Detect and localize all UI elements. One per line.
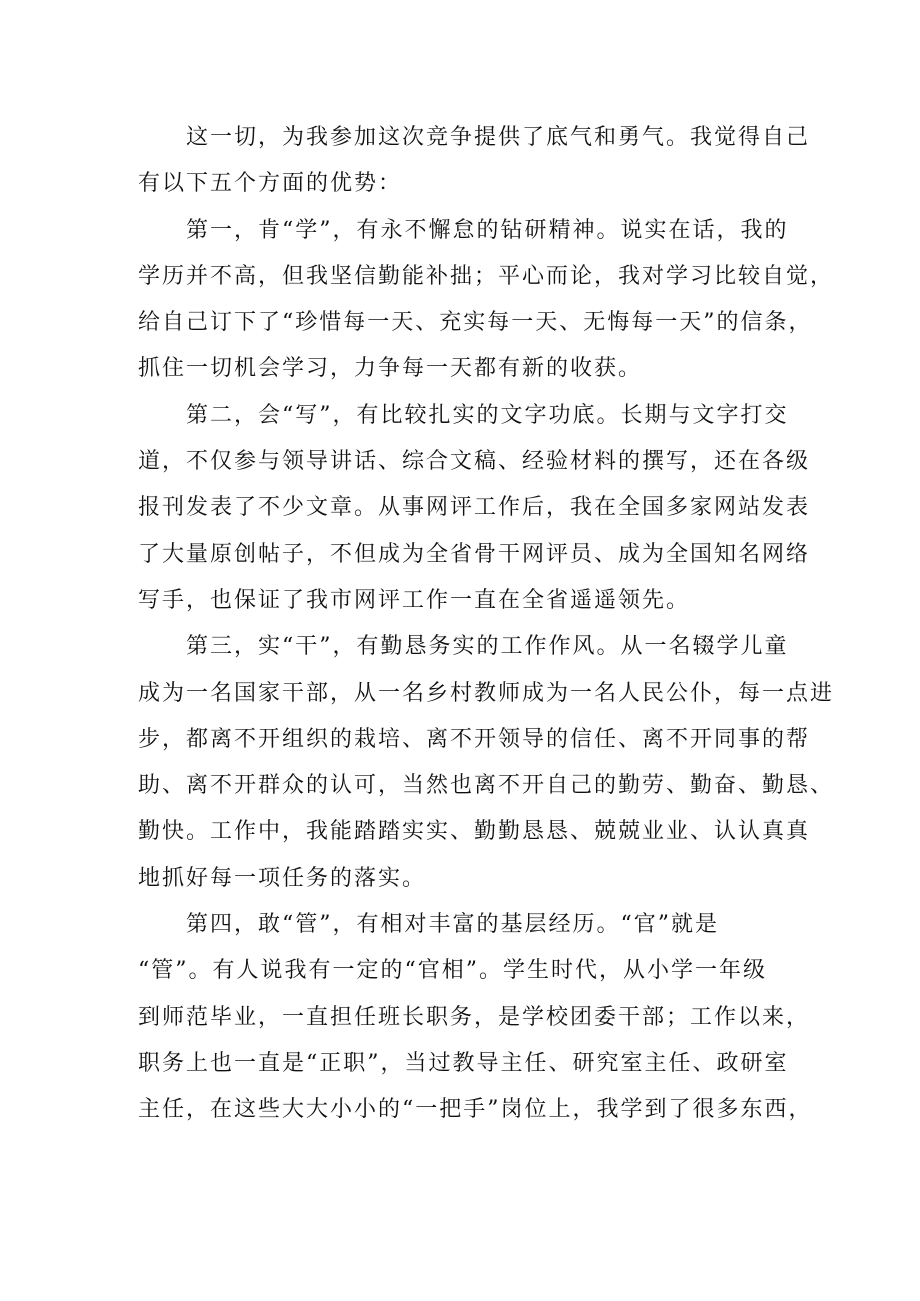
text-line: “管”。有人说我有一定的“官相”。学生时代，从小学一年级	[138, 958, 767, 984]
text-line: 到师范毕业，一直担任班长职务，是学校团委干部；工作以来，	[138, 1004, 811, 1030]
text-line: 学历并不高，但我坚信勤能补拙；平心而论，我对学习比较自觉，	[138, 263, 835, 289]
document-body	[138, 115, 835, 1134]
text-line: 职务上也一直是“正职”，当过教导主任、研究室主任、政研室	[138, 1050, 789, 1076]
text-line: 第二，会“写”，有比较扎实的文字功底。长期与文字打交	[186, 402, 789, 428]
text-line: 抓住一切机会学习，力争每一天都有新的收获。	[138, 356, 643, 382]
text-line: 主任，在这些大大小小的“一把手”岗位上，我学到了很多东西，	[138, 1097, 813, 1123]
text-line: 勤快。工作中，我能踏踏实实、勤勤恳恳、兢兢业业、认认真真	[138, 819, 811, 845]
text-line: 助、离不开群众的认可，当然也离不开自己的勤劳、勤奋、勤恳、	[138, 773, 835, 799]
text-line: 报刊发表了不少文章。从事网评工作后，我在全国多家网站发表	[138, 495, 811, 521]
text-line: 第一，肯“学”，有永不懈怠的钻研精神。说实在话，我的	[186, 217, 789, 243]
text-line: 成为一名国家干部，从一名乡村教师成为一名人民公仆，每一点进	[138, 680, 835, 706]
text-line: 了大量原创帖子，不但成为全省骨干网评员、成为全国知名网络	[138, 541, 811, 567]
text-line: 给自己订下了“珍惜每一天、充实每一天、无悔每一天”的信条，	[138, 310, 813, 336]
text-line: 有以下五个方面的优势：	[138, 171, 403, 197]
text-line: 第四，敢“管”，有相对丰富的基层经历。“官”就是	[186, 912, 719, 938]
text-line: 地抓好每一项任务的落实。	[138, 865, 427, 891]
text-line: 第三，实“干”，有勤恳务实的工作作风。从一名辍学儿童	[186, 634, 789, 660]
text-line: 这一切，为我参加这次竞争提供了底气和勇气。我觉得自己	[186, 125, 811, 150]
text-line: 步，都离不开组织的栽培、离不开领导的信任、离不开同事的帮	[138, 726, 811, 752]
text-line: 写手，也保证了我市网评工作一直在全省遥遥领先。	[138, 587, 691, 613]
text-line: 道，不仅参与领导讲话、综合文稿、经验材料的撰写，还在各级	[138, 449, 811, 475]
